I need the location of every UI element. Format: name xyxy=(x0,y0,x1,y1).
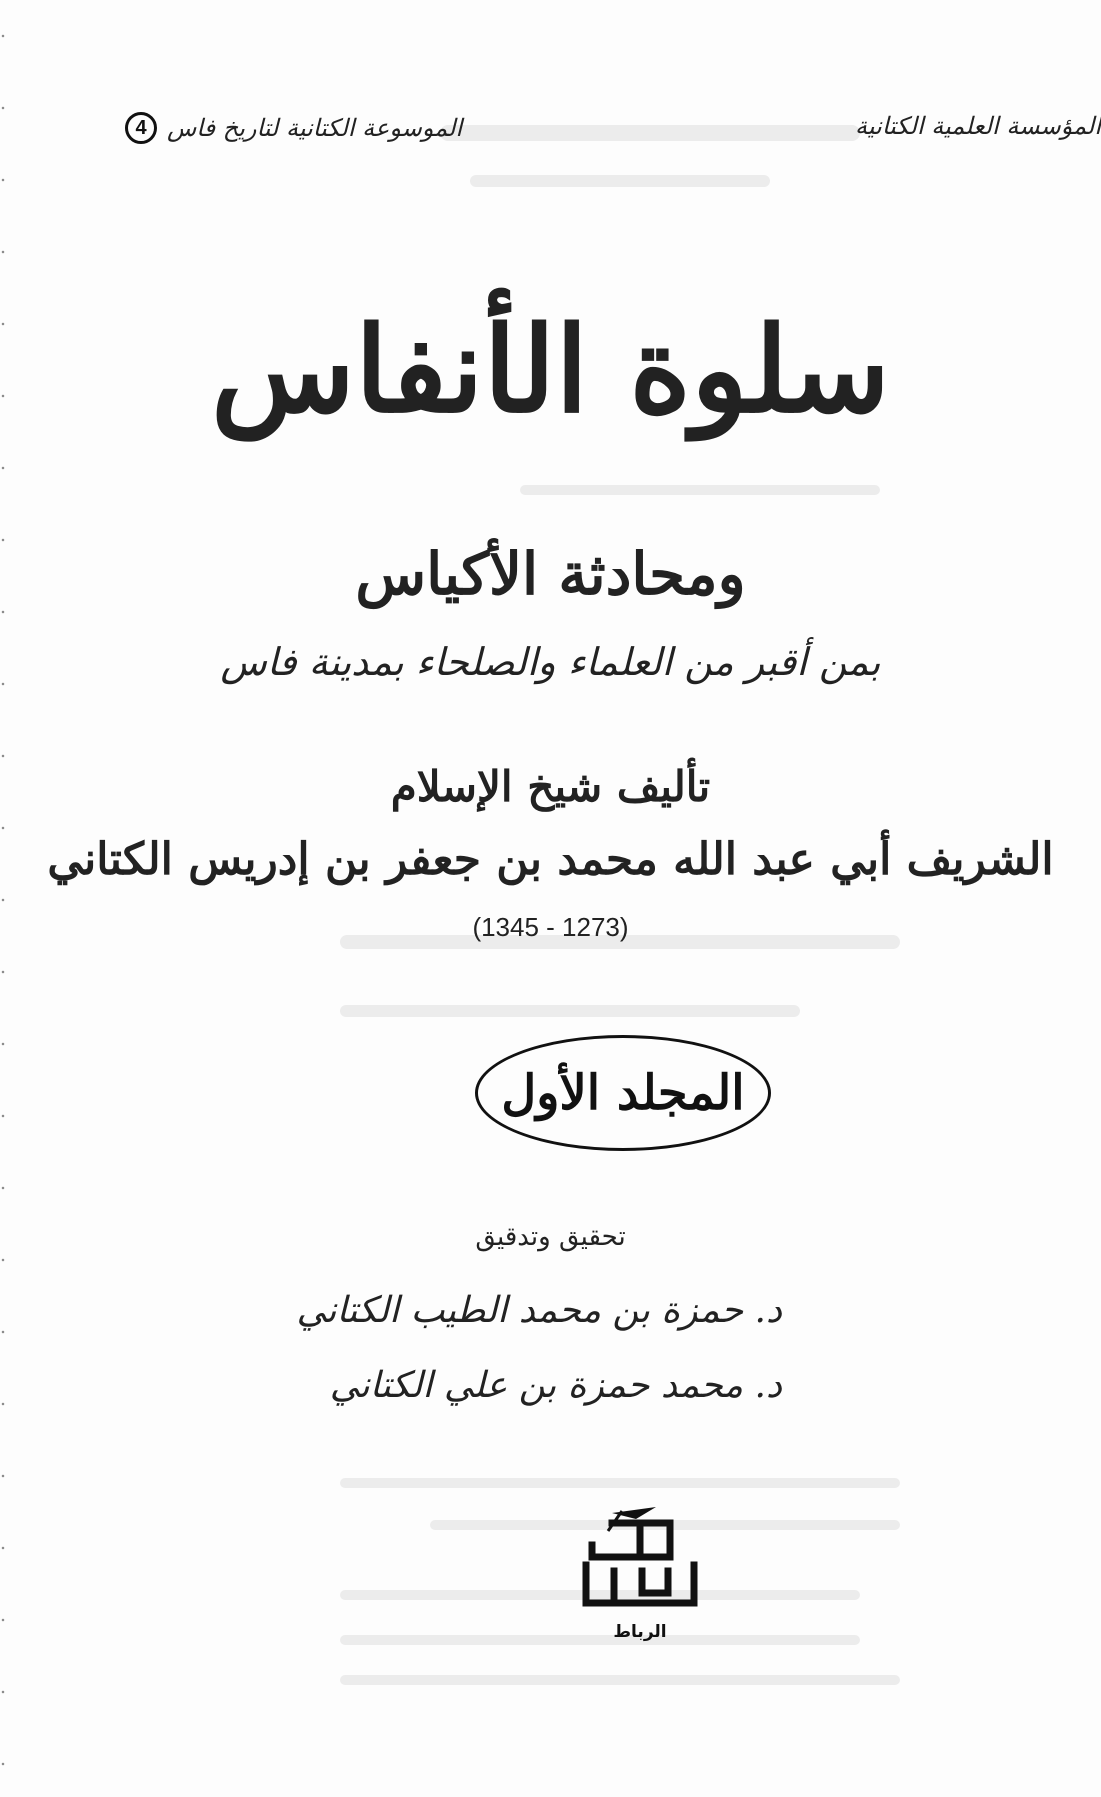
publisher-series-header: المؤسسة العلمية الكتانية xyxy=(855,112,1101,140)
encyclopedia-number-badge: 4 xyxy=(125,112,157,144)
book-subtitle: ومحادثة الأكياس xyxy=(355,540,746,608)
verification-label: تحقيق وتدقيق xyxy=(475,1222,626,1252)
encyclopedia-header xyxy=(125,112,462,144)
publisher-logo xyxy=(578,1505,702,1613)
author-name: الشريف أبي عبد الله محمد بن جعفر بن إدريس الكتاني xyxy=(47,834,1054,885)
author-dates: (1345 - 1273) xyxy=(472,912,629,942)
book-title: سلوة الأنفاس xyxy=(210,300,891,439)
volume-badge xyxy=(475,1035,771,1151)
editor-name: د. محمد حمزة بن علي الكتاني xyxy=(329,1365,782,1406)
editor-name: د. حمزة بن محمد الطيب الكتاني xyxy=(296,1290,782,1331)
encyclopedia-title: الموسوعة الكتانية لتاريخ فاس xyxy=(167,114,463,142)
authored-by: تأليف شيخ الإسلام xyxy=(390,762,711,811)
book-subtitle-line2: بمن أقبر من العلماء والصلحاء بمدينة فاس xyxy=(220,640,881,684)
publisher-city: الرباط xyxy=(613,1622,667,1642)
volume-label: المجلد الأول xyxy=(501,1065,745,1121)
